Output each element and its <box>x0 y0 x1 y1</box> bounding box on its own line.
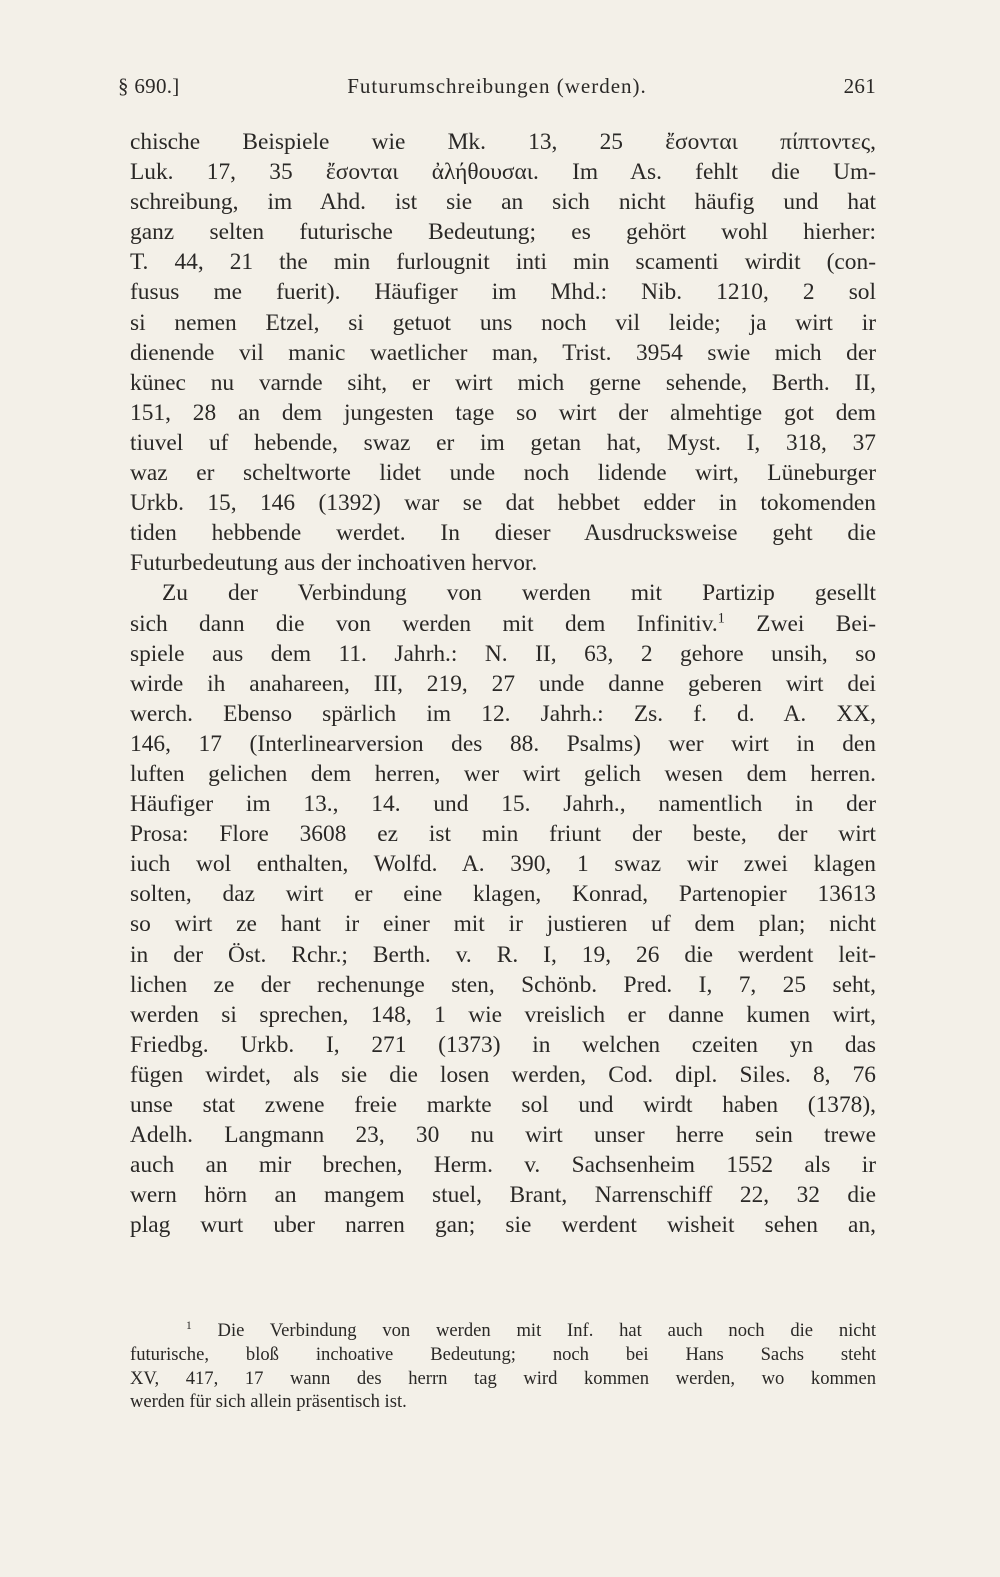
text-line: wern hörn an mangem stuel, Brant, Narrenschiff 22, 32 die <box>130 1182 876 1209</box>
text-line: unse stat zwene freie markte sol und wirdt haben (1378), <box>130 1092 876 1118</box>
text-line: künec nu varnde siht, er wirt mich gerne sehende, Berth. II, <box>130 369 876 396</box>
text-line: spiele aus dem 11. Jahrh.: N. II, 63, 2 gehore unsih, so <box>130 640 876 667</box>
text-line: Futurbedeutung aus der inchoativen hervor. <box>130 550 538 577</box>
footnote-line: futurische, bloß inchoative Bedeutung; noch bei Hans Sachs steht <box>130 1343 876 1365</box>
text-line: auch an mir brechen, Herm. v. Sachsenheim 1552 als ir <box>130 1152 876 1179</box>
text-line: Adelh. Langmann 23, 30 nu wirt unser herre sein trewe <box>130 1122 876 1149</box>
running-title: Futurumschreibungen (werden). <box>347 74 647 98</box>
text-line: tiuvel uf hebende, swaz er im getan hat, Myst. I, 318, 37 <box>130 429 876 456</box>
text-line: tiden hebbende werdet. In dieser Ausdrucksweise geht die <box>130 520 876 547</box>
text-line: plag wurt uber narren gan; sie werdent wisheit sehen an, <box>130 1212 876 1239</box>
text-line: Häufiger im 13., 14. und 15. Jahrh., namentlich in der <box>130 791 876 818</box>
text-line: wirde ih anahareen, III, 219, 27 unde danne geberen wirt dei <box>130 670 876 697</box>
footnote-marker: 1 <box>186 1320 192 1333</box>
text-line: ganz selten futurische Bedeutung; es gehört wohl hierher: <box>130 219 876 246</box>
text-line-fragment: Zwei Bei- <box>756 610 876 637</box>
section-number: § 690.] <box>118 74 180 98</box>
text-line: Prosa: Flore 3608 ez ist min friunt der beste, der wirt <box>130 821 876 848</box>
footnote <box>130 1319 876 1414</box>
text-line: so wirt ze hant ir einer mit ir justieren uf dem plan; nicht <box>130 911 876 938</box>
text-line-with-footnote-ref <box>130 609 876 639</box>
text-line: Friedbg. Urkb. I, 271 (1373) in welchen czeiten yn das <box>130 1031 876 1058</box>
text-line: fusus me fuerit). Häufiger im Mhd.: Nib. 1210, 2 sol <box>130 279 876 306</box>
footnote-line: werden für sich allein präsentisch ist. <box>130 1391 407 1413</box>
text-line: werden si sprechen, 148, 1 wie vreislich er danne kumen wirt, <box>130 1001 876 1028</box>
text-line: Urkb. 15, 146 (1392) war se dat hebbet edder in tokomenden <box>130 490 876 517</box>
text-line: solten, daz wirt er eine klagen, Konrad, Partenopier 13613 <box>130 881 876 908</box>
text-line: luften gelichen dem herren, wer wirt gelich wesen dem herren. <box>130 760 876 787</box>
paragraph-start-line: Zu der Verbindung von werden mit Partizip gesellt <box>162 580 876 607</box>
text-line: T. 44, 21 the min furlougnit inti min scamenti wirdit (con- <box>130 249 876 276</box>
text-line: Luk. 17, 35 ἔσονται ἀλήθουσαι. Im As. fehlt die Um- <box>130 159 876 186</box>
footnote-line: XV, 417, 17 wann des herrn tag wird kommen werden, wo kommen <box>130 1367 876 1389</box>
text-line: fügen wirdet, als sie die losen werden, Cod. dipl. Siles. 8, 76 <box>130 1061 876 1088</box>
text-line: lichen ze der rechenunge sten, Schönb. Pred. I, 7, 25 seht, <box>130 971 876 998</box>
footnote-reference[interactable]: 1 <box>717 609 725 626</box>
body-text <box>130 127 876 1240</box>
text-line: dienende vil manic waetlicher man, Trist. 3954 swie mich der <box>130 339 876 366</box>
text-line: 146, 17 (Interlinearversion des 88. Psalms) wer wirt in den <box>130 730 876 757</box>
text-line: chische Beispiele wie Mk. 13, 25 ἔσονται πίπτοντες, <box>130 129 876 155</box>
running-head <box>118 74 876 110</box>
text-line-fragment: sich dann die von werden mit dem Infinitiv. <box>130 610 718 637</box>
text-line: in der Öst. Rchr.; Berth. v. R. I, 19, 26 die werdent leit- <box>130 941 876 968</box>
footnote-line <box>130 1319 876 1343</box>
text-line: schreibung, im Ahd. ist sie an sich nicht häufig und hat <box>130 189 876 216</box>
text-line: iuch wol enthalten, Wolfd. A. 390, 1 swaz wir zwei klagen <box>130 851 876 878</box>
text-line: 151, 28 an dem jungesten tage so wirt der almehtige got dem <box>130 399 876 426</box>
page-number: 261 <box>843 74 876 98</box>
text-line: waz er scheltworte lidet unde noch lidende wirt, Lüneburger <box>130 460 876 487</box>
text-line: werch. Ebenso spärlich im 12. Jahrh.: Zs. f. d. A. XX, <box>130 700 876 727</box>
text-line: si nemen Etzel, si getuot uns noch vil leide; ja wirt ir <box>130 309 876 336</box>
footnote-text: Die Verbindung von werden mit Inf. hat auch noch die nicht <box>217 1320 876 1341</box>
